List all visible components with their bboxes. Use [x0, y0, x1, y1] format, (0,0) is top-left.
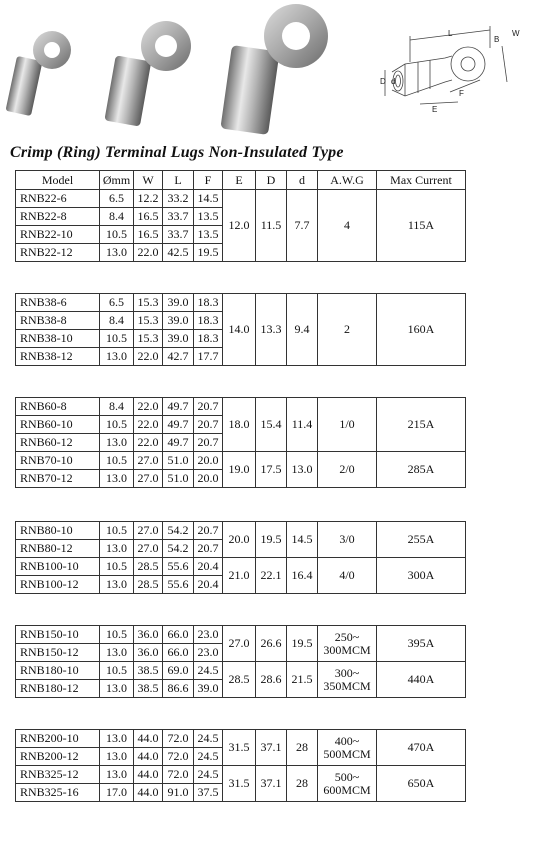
inner-diameter-cell: 28 [287, 730, 318, 766]
length-cell: 72.0 [163, 730, 194, 748]
length-cell: 66.0 [163, 644, 194, 662]
model-cell: RNB22-6 [16, 190, 100, 208]
header-row [16, 171, 466, 190]
awg-value-line2: 350MCM [323, 678, 371, 693]
length-cell: 33.2 [163, 190, 194, 208]
diameter-cell: 8.4 [100, 312, 134, 330]
diagram-label-w: W [512, 29, 520, 38]
model-cell: RNB60-12 [16, 434, 100, 452]
outer-diameter-cell: 22.1 [256, 558, 287, 594]
e-cell: 20.0 [223, 522, 256, 558]
width-cell: 22.0 [134, 244, 163, 262]
diameter-cell: 13.0 [100, 244, 134, 262]
max-current-cell: 470A [377, 730, 466, 766]
outer-diameter-cell: 17.5 [256, 452, 287, 488]
length-cell: 49.7 [163, 398, 194, 416]
diameter-cell: 10.5 [100, 626, 134, 644]
column-header: D [256, 171, 287, 190]
max-current-cell: 115A [377, 190, 466, 262]
length-cell: 33.7 [163, 226, 194, 244]
max-current-cell: 440A [377, 662, 466, 698]
diameter-cell: 8.4 [100, 208, 134, 226]
inner-diameter-cell: 28 [287, 766, 318, 802]
diameter-cell: 17.0 [100, 784, 134, 802]
outer-diameter-cell: 15.4 [256, 398, 287, 452]
length-cell: 49.7 [163, 416, 194, 434]
spec-table-group-3 [15, 397, 466, 488]
length-cell: 66.0 [163, 626, 194, 644]
table-row [16, 452, 466, 470]
diameter-cell: 6.5 [100, 294, 134, 312]
model-cell: RNB38-10 [16, 330, 100, 348]
awg-value: 3/0 [339, 532, 355, 546]
spec-table-group-4 [15, 521, 466, 594]
f-cell: 23.0 [194, 626, 223, 644]
diameter-cell: 10.5 [100, 330, 134, 348]
awg-cell [318, 626, 377, 662]
awg-value: 500~ [334, 769, 360, 784]
f-cell: 39.0 [194, 680, 223, 698]
column-header: F [194, 171, 223, 190]
column-header: d [287, 171, 318, 190]
model-cell: RNB325-16 [16, 784, 100, 802]
width-cell: 27.0 [134, 470, 163, 488]
model-cell: RNB100-10 [16, 558, 100, 576]
inner-diameter-cell: 19.5 [287, 626, 318, 662]
diameter-cell: 13.0 [100, 766, 134, 784]
f-cell: 20.7 [194, 416, 223, 434]
f-cell: 37.5 [194, 784, 223, 802]
model-cell: RNB38-8 [16, 312, 100, 330]
f-cell: 20.7 [194, 540, 223, 558]
width-cell: 16.5 [134, 208, 163, 226]
e-cell: 31.5 [223, 730, 256, 766]
f-cell: 18.3 [194, 312, 223, 330]
diameter-cell: 10.5 [100, 522, 134, 540]
awg-cell [318, 730, 377, 766]
length-cell: 91.0 [163, 784, 194, 802]
width-cell: 36.0 [134, 626, 163, 644]
width-cell: 27.0 [134, 452, 163, 470]
awg-value: 1/0 [339, 417, 355, 431]
width-cell: 15.3 [134, 294, 163, 312]
e-cell: 19.0 [223, 452, 256, 488]
spec-table-group-1 [15, 170, 466, 262]
spec-table-group-2 [15, 293, 466, 366]
column-header: Max Current [377, 171, 466, 190]
e-cell: 28.5 [223, 662, 256, 698]
max-current-cell: 160A [377, 294, 466, 366]
table-row [16, 522, 466, 540]
table-row [16, 190, 466, 208]
e-cell: 21.0 [223, 558, 256, 594]
column-header: E [223, 171, 256, 190]
diagram-label-e: E [432, 105, 438, 114]
length-cell: 42.7 [163, 348, 194, 366]
dimension-diagram [385, 26, 507, 104]
width-cell: 12.2 [134, 190, 163, 208]
width-cell: 38.5 [134, 680, 163, 698]
awg-cell [318, 190, 377, 262]
awg-value: 300~ [334, 665, 360, 680]
column-header: Ømm [100, 171, 134, 190]
awg-cell [318, 398, 377, 452]
column-header: L [163, 171, 194, 190]
diameter-cell: 13.0 [100, 434, 134, 452]
length-cell: 72.0 [163, 748, 194, 766]
awg-value: 400~ [334, 733, 360, 748]
table-row [16, 294, 466, 312]
table-row [16, 662, 466, 680]
awg-value: 2 [344, 322, 350, 336]
awg-cell [318, 294, 377, 366]
diameter-cell: 13.0 [100, 576, 134, 594]
awg-cell [318, 558, 377, 594]
max-current-cell: 395A [377, 626, 466, 662]
width-cell: 44.0 [134, 784, 163, 802]
outer-diameter-cell: 37.1 [256, 766, 287, 802]
inner-diameter-cell: 11.4 [287, 398, 318, 452]
ring-lug-large-image [220, 4, 328, 135]
table-row [16, 730, 466, 748]
model-cell: RNB70-12 [16, 470, 100, 488]
f-cell: 24.5 [194, 730, 223, 748]
width-cell: 44.0 [134, 748, 163, 766]
f-cell: 14.5 [194, 190, 223, 208]
f-cell: 18.3 [194, 330, 223, 348]
diameter-cell: 10.5 [100, 226, 134, 244]
model-cell: RNB200-10 [16, 730, 100, 748]
inner-diameter-cell: 14.5 [287, 522, 318, 558]
width-cell: 22.0 [134, 348, 163, 366]
diagram-label-l: L [448, 29, 453, 38]
awg-cell [318, 662, 377, 698]
model-cell: RNB80-10 [16, 522, 100, 540]
f-cell: 20.0 [194, 470, 223, 488]
model-cell: RNB200-12 [16, 748, 100, 766]
max-current-cell: 215A [377, 398, 466, 452]
model-cell: RNB150-10 [16, 626, 100, 644]
diameter-cell: 10.5 [100, 452, 134, 470]
length-cell: 39.0 [163, 330, 194, 348]
model-cell: RNB22-8 [16, 208, 100, 226]
length-cell: 51.0 [163, 452, 194, 470]
ring-lug-medium-image [104, 21, 191, 127]
inner-diameter-cell: 13.0 [287, 452, 318, 488]
table-row [16, 626, 466, 644]
diagram-label-b: B [494, 35, 500, 44]
outer-diameter-cell: 13.3 [256, 294, 287, 366]
awg-value: 250~ [334, 629, 360, 644]
spec-table-group-5 [15, 625, 466, 698]
model-cell: RNB38-12 [16, 348, 100, 366]
table-row [16, 558, 466, 576]
width-cell: 28.5 [134, 558, 163, 576]
f-cell: 23.0 [194, 644, 223, 662]
f-cell: 20.7 [194, 398, 223, 416]
diameter-cell: 6.5 [100, 190, 134, 208]
f-cell: 24.5 [194, 766, 223, 784]
e-cell: 31.5 [223, 766, 256, 802]
width-cell: 22.0 [134, 434, 163, 452]
e-cell: 14.0 [223, 294, 256, 366]
table-row [16, 766, 466, 784]
outer-diameter-cell: 28.6 [256, 662, 287, 698]
model-cell: RNB325-12 [16, 766, 100, 784]
width-cell: 36.0 [134, 644, 163, 662]
f-cell: 20.4 [194, 558, 223, 576]
f-cell: 17.7 [194, 348, 223, 366]
max-current-cell: 285A [377, 452, 466, 488]
inner-diameter-cell: 9.4 [287, 294, 318, 366]
inner-diameter-cell: 7.7 [287, 190, 318, 262]
width-cell: 44.0 [134, 730, 163, 748]
model-cell: RNB180-10 [16, 662, 100, 680]
diagram-label-f: F [459, 89, 464, 98]
model-cell: RNB80-12 [16, 540, 100, 558]
awg-value-line2: 500MCM [323, 746, 371, 761]
ring-lug-small-image [5, 31, 71, 116]
max-current-cell: 255A [377, 522, 466, 558]
awg-cell [318, 766, 377, 802]
length-cell: 42.5 [163, 244, 194, 262]
diameter-cell: 13.0 [100, 730, 134, 748]
length-cell: 55.6 [163, 576, 194, 594]
f-cell: 18.3 [194, 294, 223, 312]
model-cell: RNB100-12 [16, 576, 100, 594]
diameter-cell: 13.0 [100, 644, 134, 662]
column-header: Model [16, 171, 100, 190]
outer-diameter-cell: 37.1 [256, 730, 287, 766]
length-cell: 39.0 [163, 294, 194, 312]
length-cell: 72.0 [163, 766, 194, 784]
model-cell: RNB60-8 [16, 398, 100, 416]
outer-diameter-cell: 26.6 [256, 626, 287, 662]
inner-diameter-cell: 16.4 [287, 558, 318, 594]
awg-cell [318, 522, 377, 558]
f-cell: 20.7 [194, 522, 223, 540]
length-cell: 51.0 [163, 470, 194, 488]
length-cell: 39.0 [163, 312, 194, 330]
diameter-cell: 13.0 [100, 748, 134, 766]
width-cell: 15.3 [134, 330, 163, 348]
diameter-cell: 13.0 [100, 540, 134, 558]
length-cell: 49.7 [163, 434, 194, 452]
f-cell: 20.4 [194, 576, 223, 594]
model-cell: RNB150-12 [16, 644, 100, 662]
f-cell: 24.5 [194, 748, 223, 766]
model-cell: RNB70-10 [16, 452, 100, 470]
e-cell: 27.0 [223, 626, 256, 662]
diameter-cell: 8.4 [100, 398, 134, 416]
f-cell: 24.5 [194, 662, 223, 680]
awg-value-line2: 600MCM [323, 782, 371, 797]
f-cell: 20.0 [194, 452, 223, 470]
model-cell: RNB22-12 [16, 244, 100, 262]
length-cell: 54.2 [163, 540, 194, 558]
f-cell: 19.5 [194, 244, 223, 262]
inner-diameter-cell: 21.5 [287, 662, 318, 698]
width-cell: 44.0 [134, 766, 163, 784]
width-cell: 27.0 [134, 540, 163, 558]
length-cell: 54.2 [163, 522, 194, 540]
max-current-cell: 650A [377, 766, 466, 802]
e-cell: 18.0 [223, 398, 256, 452]
column-header: A.W.G [318, 171, 377, 190]
awg-value-line2: 300MCM [323, 642, 371, 657]
diameter-cell: 10.5 [100, 558, 134, 576]
awg-value: 4/0 [339, 568, 355, 582]
e-cell: 12.0 [223, 190, 256, 262]
length-cell: 33.7 [163, 208, 194, 226]
diagram-label-d-outer: D [380, 77, 386, 86]
model-cell: RNB60-10 [16, 416, 100, 434]
outer-diameter-cell: 11.5 [256, 190, 287, 262]
width-cell: 27.0 [134, 522, 163, 540]
awg-value: 2/0 [339, 462, 355, 476]
width-cell: 22.0 [134, 416, 163, 434]
diameter-cell: 13.0 [100, 470, 134, 488]
length-cell: 55.6 [163, 558, 194, 576]
width-cell: 38.5 [134, 662, 163, 680]
product-photo-banner [0, 0, 533, 140]
max-current-cell: 300A [377, 558, 466, 594]
diameter-cell: 13.0 [100, 348, 134, 366]
column-header: W [134, 171, 163, 190]
diameter-cell: 13.0 [100, 680, 134, 698]
model-cell: RNB38-6 [16, 294, 100, 312]
f-cell: 13.5 [194, 208, 223, 226]
awg-cell [318, 452, 377, 488]
diameter-cell: 10.5 [100, 662, 134, 680]
page-title: Crimp (Ring) Terminal Lugs Non-Insulated Type [10, 144, 344, 161]
spec-table-group-6 [15, 729, 466, 802]
diameter-cell: 10.5 [100, 416, 134, 434]
length-cell: 86.6 [163, 680, 194, 698]
model-cell: RNB22-10 [16, 226, 100, 244]
width-cell: 22.0 [134, 398, 163, 416]
length-cell: 69.0 [163, 662, 194, 680]
width-cell: 28.5 [134, 576, 163, 594]
model-cell: RNB180-12 [16, 680, 100, 698]
width-cell: 16.5 [134, 226, 163, 244]
outer-diameter-cell: 19.5 [256, 522, 287, 558]
f-cell: 20.7 [194, 434, 223, 452]
diagram-label-d-inner: d [391, 77, 396, 86]
width-cell: 15.3 [134, 312, 163, 330]
table-row [16, 398, 466, 416]
awg-value: 4 [344, 218, 350, 232]
f-cell: 13.5 [194, 226, 223, 244]
